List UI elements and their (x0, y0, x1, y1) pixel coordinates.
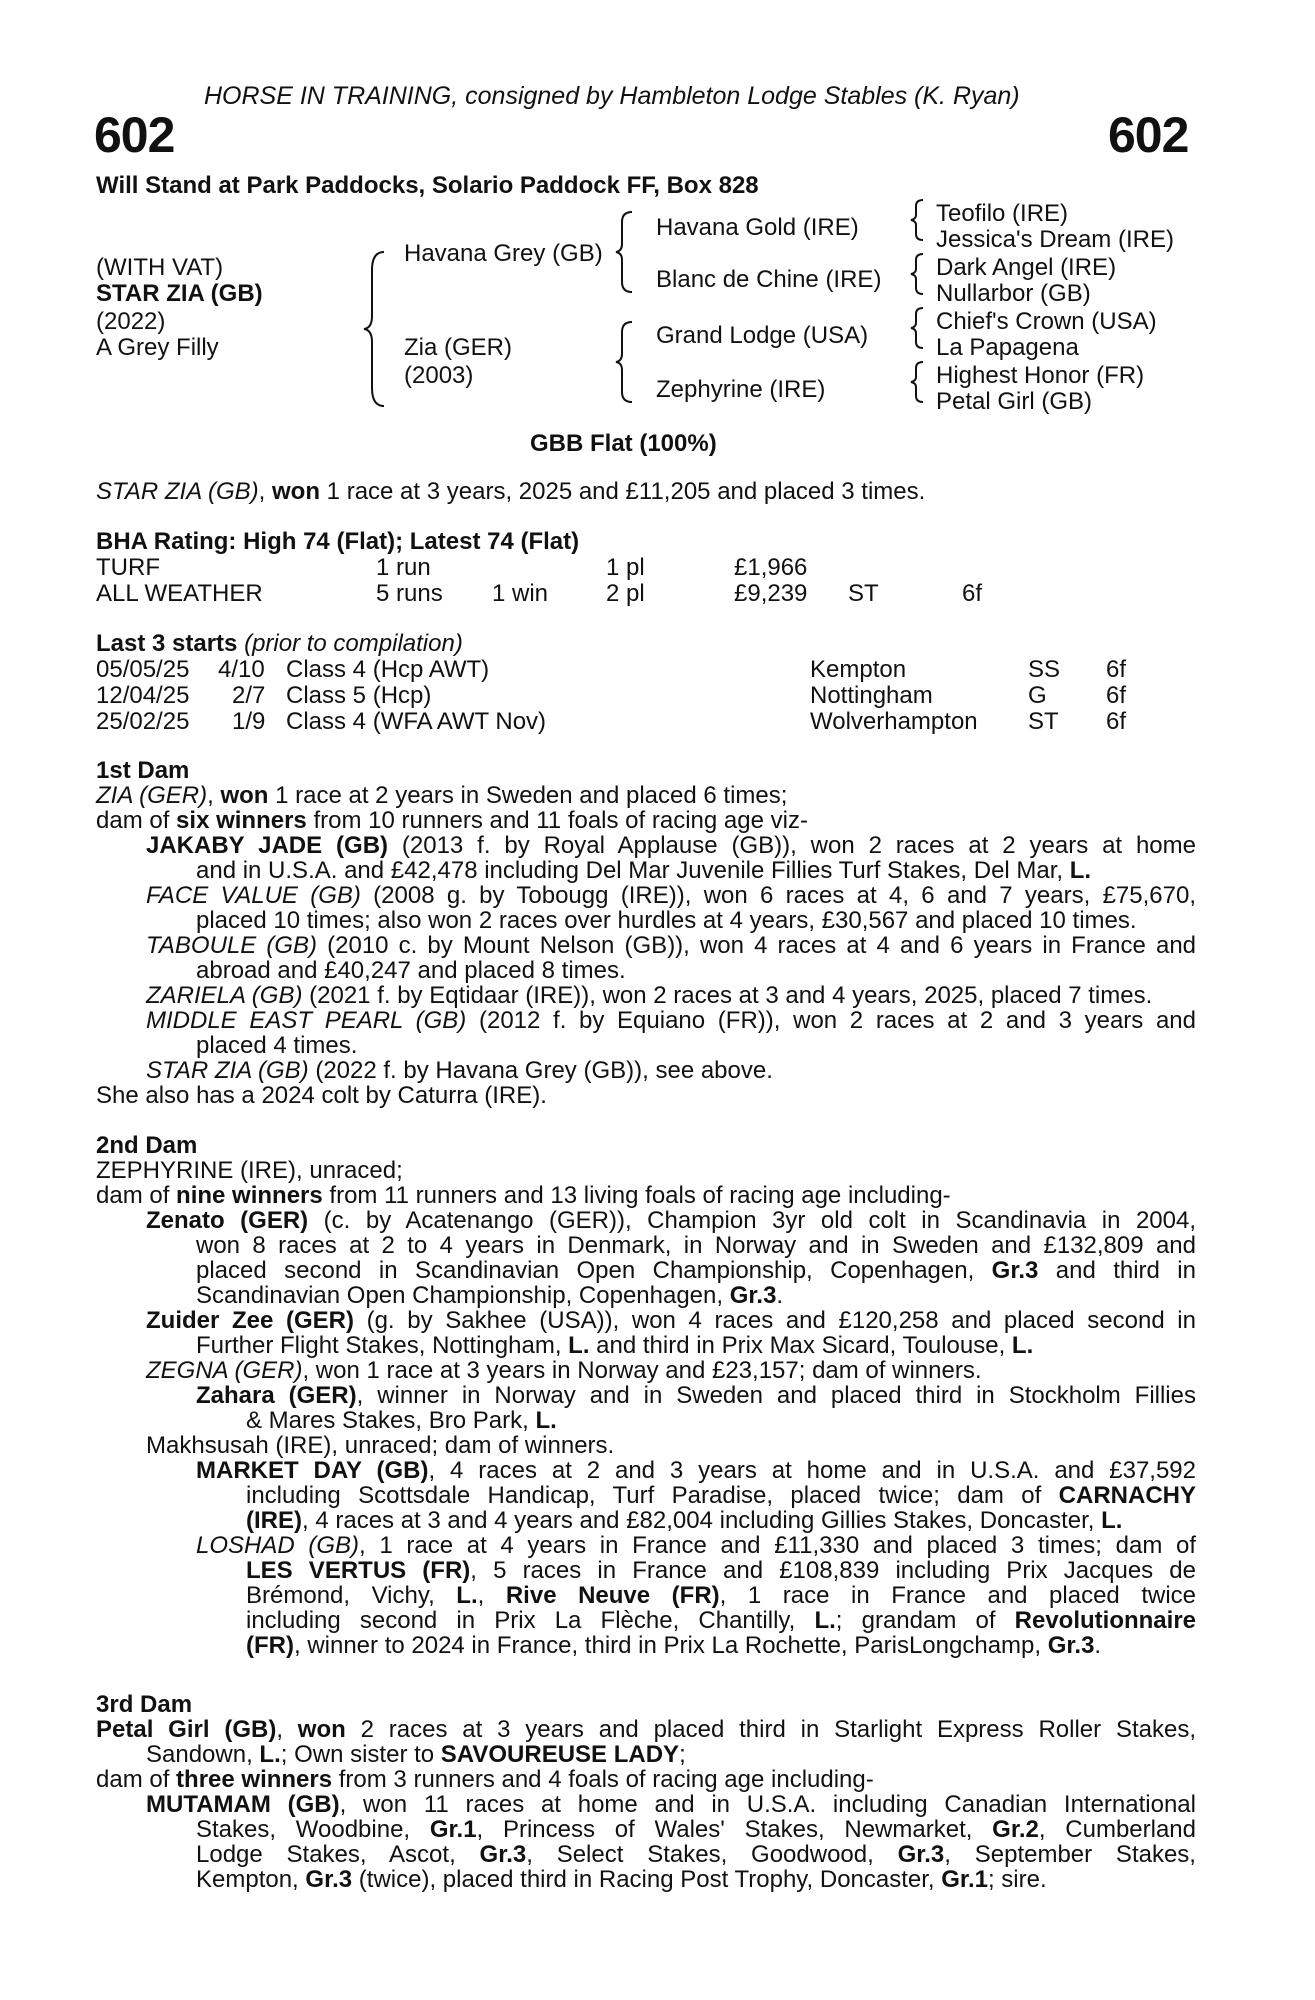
produce-loshad-cont2: Brémond, Vichy, L., Rive Neuve (FR), 1 race in France and placed twice (246, 1583, 1196, 1609)
produce-jakaby-jade-cont: and in U.S.A. and £42,478 including Del Mar Juvenile Fillies Turf Stakes, Del Mar, L. (196, 857, 1092, 884)
second-dam-heading: 2nd Dam (96, 1132, 198, 1159)
pedigree-g5: Chief's Crown (USA) (936, 308, 1157, 335)
produce-zenato-cont2: placed second in Scandinavian Open Championship, Copenhagen, Gr.3 and third in (196, 1258, 1196, 1284)
gbb-flat: GBB Flat (100%) (530, 430, 717, 457)
start-date: 12/04/25 (96, 682, 190, 709)
rating-distance: 6f (962, 580, 983, 607)
rating-runs: 1 run (376, 554, 431, 581)
pedigree-g3: Dark Angel (IRE) (936, 254, 1117, 281)
start-distance: 6f (1106, 656, 1127, 683)
produce-jakaby-jade: JAKABY JADE (GB) (2013 f. by Royal Applause (GB)), won 2 races at 2 years at home (146, 833, 1196, 859)
first-dam-also: She also has a 2024 colt by Caturra (IRE). (96, 1082, 547, 1109)
produce-zegna: ZEGNA (GER), won 1 race at 3 years in Norway and £23,157; dam of winners. (146, 1357, 982, 1384)
first-dam-line: ZIA (GER), won 1 race at 2 years in Sweden and placed 6 times; (96, 782, 788, 809)
pedigree-sire-dam: Blanc de Chine (IRE) (656, 266, 882, 293)
produce-zuider-zee-cont: Further Flight Stakes, Nottingham, L. and third in Prix Max Sicard, Toulouse, L. (196, 1332, 1034, 1359)
produce-makhsusah: Makhsusah (IRE), unraced; dam of winners. (146, 1432, 615, 1459)
third-dam-produce-line: dam of three winners from 3 runners and 4 foals of racing age including- (96, 1766, 874, 1793)
second-dam-produce-line: dam of nine winners from 11 runners and 13 living foals of racing age including- (96, 1182, 951, 1209)
rating-placed: 1 pl (606, 554, 645, 581)
start-course: Nottingham (810, 682, 933, 709)
horse-year: (2022) (96, 308, 166, 335)
bha-rating: BHA Rating: High 74 (Flat); Latest 74 (Flat) (96, 528, 580, 555)
produce-face-value-cont: placed 10 times; also won 2 races over hurdles at 4 years, £30,567 and placed 10 times. (196, 907, 1137, 934)
rating-money: £9,239 (734, 580, 808, 607)
start-position: 2/7 (232, 682, 266, 709)
summary-won: won (272, 478, 321, 505)
pedigree-g7: Highest Honor (FR) (936, 362, 1145, 389)
third-dam-line: Petal Girl (GB), won 2 races at 3 years and placed third in Starlight Express Roller Stakes, (96, 1717, 1196, 1743)
start-going: G (1028, 682, 1047, 709)
rating-surface: ALL WEATHER (96, 580, 263, 607)
start-class: Class 4 (WFA AWT Nov) (286, 708, 547, 735)
rating-wins: 1 win (492, 580, 549, 607)
first-dam-produce-line: dam of six winners from 10 runners and 11 foals of racing age viz- (96, 807, 808, 834)
horse-name: STAR ZIA (GB) (96, 280, 263, 307)
pedigree-brace-dam (614, 320, 636, 404)
pedigree-brace-g4 (908, 360, 926, 404)
rating-money: £1,966 (734, 554, 808, 581)
pedigree-g6: La Papagena (936, 334, 1079, 361)
race-summary: STAR ZIA (GB), won 1 race at 3 years, 2025 and £11,205 and placed 3 times. (96, 478, 926, 505)
horse-description: A Grey Filly (96, 334, 219, 361)
produce-zuider-zee: Zuider Zee (GER) (g. by Sakhee (USA)), won 4 races and £120,258 and placed second in (146, 1308, 1196, 1334)
summary-horse-name: STAR ZIA (GB) (96, 478, 259, 505)
pedigree-dam-dam: Zephyrine (IRE) (656, 376, 826, 403)
pedigree-sire-sire: Havana Gold (IRE) (656, 214, 859, 241)
last-starts-note: (prior to compilation) (244, 630, 463, 657)
start-distance: 6f (1106, 708, 1127, 735)
pedigree-brace-main (362, 250, 388, 408)
produce-zenato-cont3: Scandinavian Open Championship, Copenhagen, Gr.3. (196, 1282, 784, 1309)
produce-zahara: Zahara (GER), winner in Norway and in Sweden and placed third in Stockholm Fillies (196, 1383, 1196, 1409)
start-date: 05/05/25 (96, 656, 190, 683)
pedigree-g8: Petal Girl (GB) (936, 388, 1093, 415)
produce-market-day: MARKET DAY (GB), 4 races at 2 and 3 years at home and in U.S.A. and £37,592 (196, 1458, 1196, 1484)
last-starts-heading (96, 630, 463, 658)
rating-going: ST (848, 580, 879, 607)
rating-surface: TURF (96, 554, 160, 581)
produce-taboule-cont: abroad and £40,247 and placed 8 times. (196, 957, 626, 984)
start-class: Class 5 (Hcp) (286, 682, 432, 709)
produce-loshad-cont1: LES VERTUS (FR), 5 races in France and £108,839 including Prix Jacques de (246, 1558, 1196, 1584)
pedigree-dam-year: (2003) (404, 362, 474, 389)
produce-face-value: FACE VALUE (GB) (2008 g. by Tobougg (IRE)), won 6 races at 4, 6 and 7 years, £75,670, (146, 883, 1196, 909)
rating-placed: 2 pl (606, 580, 645, 607)
start-course: Wolverhampton (810, 708, 978, 735)
pedigree-brace-g1 (908, 198, 926, 242)
consignment-line: HORSE IN TRAINING, consigned by Hambleton Lodge Stables (K. Ryan) (204, 82, 1020, 110)
third-dam-heading: 3rd Dam (96, 1691, 193, 1718)
lot-number-left: 602 (94, 107, 175, 163)
pedigree-dam: Zia (GER) (404, 334, 512, 361)
produce-mutamam-cont2: Lodge Stakes, Ascot, Gr.3, Select Stakes, Goodwood, Gr.3, September Stakes, (196, 1842, 1196, 1868)
lot-number-right: 602 (1108, 107, 1189, 163)
last-starts-title: Last 3 starts (96, 630, 238, 657)
vat-note: (WITH VAT) (96, 254, 224, 281)
pedigree-sire: Havana Grey (GB) (404, 240, 603, 267)
pedigree-dam-sire: Grand Lodge (USA) (656, 322, 869, 349)
start-class: Class 4 (Hcp AWT) (286, 656, 490, 683)
first-dam-heading: 1st Dam (96, 757, 190, 784)
produce-market-day-cont1: including Scottsdale Handicap, Turf Paradise, placed twice; dam of CARNACHY (246, 1483, 1196, 1509)
produce-zenato: Zenato (GER) (c. by Acatenango (GER)), Champion 3yr old colt in Scandinavia in 2004, (146, 1208, 1196, 1234)
start-going: ST (1028, 708, 1059, 735)
pedigree-g1: Teofilo (IRE) (936, 200, 1069, 227)
start-going: SS (1028, 656, 1061, 683)
produce-zariela: ZARIELA (GB) (2021 f. by Eqtidaar (IRE)), won 2 races at 3 and 4 years, 2025, placed 7 times. (146, 982, 1153, 1009)
produce-mutamam-cont3: Kempton, Gr.3 (twice), placed third in Racing Post Trophy, Doncaster, Gr.1; sire. (196, 1866, 1047, 1893)
stand-location: Will Stand at Park Paddocks, Solario Paddock FF, Box 828 (96, 172, 759, 199)
produce-middle-east-pearl: MIDDLE EAST PEARL (GB) (2012 f. by Equiano (FR)), won 2 races at 2 and 3 years and (146, 1008, 1196, 1034)
start-date: 25/02/25 (96, 708, 190, 735)
start-course: Kempton (810, 656, 907, 683)
pedigree-brace-sire (614, 210, 636, 294)
pedigree-brace-g3 (908, 306, 926, 350)
produce-mutamam: MUTAMAM (GB), won 11 races at home and in U.S.A. including Canadian International (146, 1792, 1196, 1818)
produce-mutamam-cont1: Stakes, Woodbine, Gr.1, Princess of Wales' Stakes, Newmarket, Gr.2, Cumberland (196, 1817, 1196, 1843)
produce-zahara-cont: & Mares Stakes, Bro Park, L. (246, 1407, 557, 1434)
summary-rest: 1 race at 3 years, 2025 and £11,205 and placed 3 times. (320, 478, 926, 505)
produce-loshad-cont3: including second in Prix La Flèche, Chantilly, L.; grandam of Revolutionnaire (246, 1608, 1196, 1634)
produce-taboule: TABOULE (GB) (2010 c. by Mount Nelson (GB)), won 4 races at 4 and 6 years in France and (146, 933, 1196, 959)
second-dam-line: ZEPHYRINE (IRE), unraced; (96, 1157, 403, 1184)
produce-loshad: LOSHAD (GB), 1 race at 4 years in France and £11,330 and placed 3 times; dam of (196, 1533, 1196, 1559)
produce-middle-east-pearl-cont: placed 4 times. (196, 1032, 358, 1059)
pedigree-brace-g2 (908, 252, 926, 296)
produce-market-day-cont2: (IRE), 4 races at 3 and 4 years and £82,004 including Gillies Stakes, Doncaster, L. (246, 1507, 1123, 1534)
start-position: 4/10 (218, 656, 265, 683)
pedigree-g2: Jessica's Dream (IRE) (936, 226, 1174, 253)
start-position: 1/9 (232, 708, 266, 735)
pedigree-g4: Nullarbor (GB) (936, 280, 1091, 307)
produce-star-zia: STAR ZIA (GB) (2022 f. by Havana Grey (GB)), see above. (146, 1057, 773, 1084)
rating-runs: 5 runs (376, 580, 443, 607)
start-distance: 6f (1106, 682, 1127, 709)
produce-loshad-cont4: (FR), winner to 2024 in France, third in Prix La Rochette, ParisLongchamp, Gr.3. (246, 1632, 1102, 1659)
third-dam-line-cont: Sandown, L.; Own sister to SAVOUREUSE LADY; (146, 1741, 686, 1768)
produce-zenato-cont1: won 8 races at 2 to 4 years in Denmark, in Norway and in Sweden and £132,809 and (196, 1233, 1196, 1259)
